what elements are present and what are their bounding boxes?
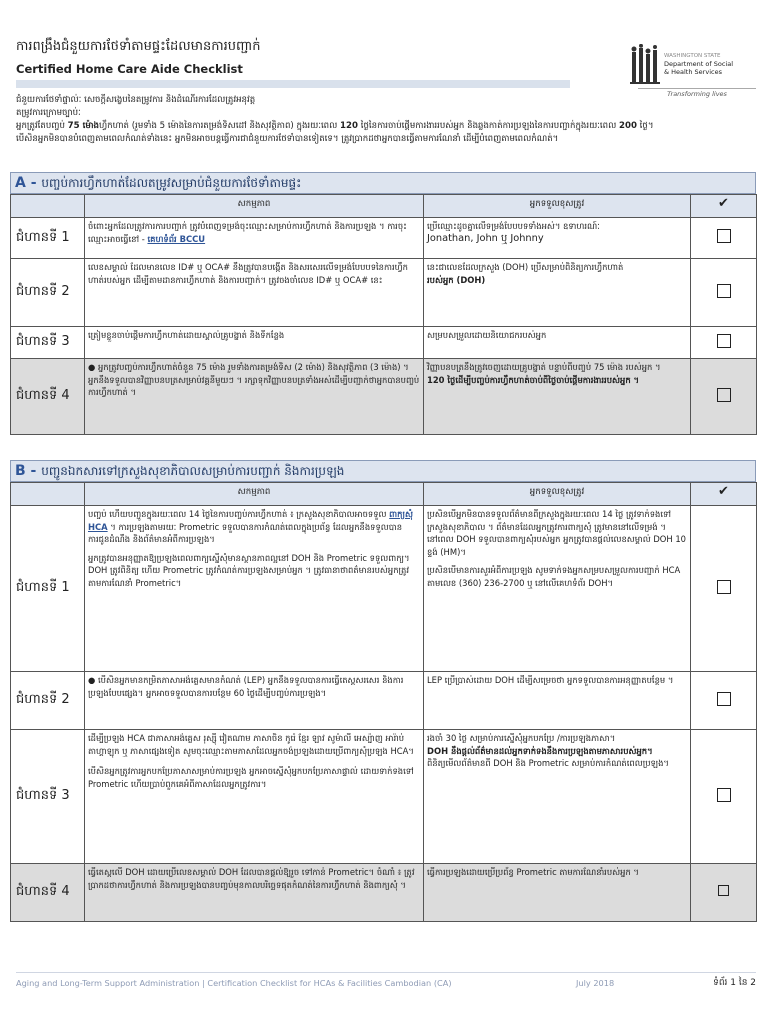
step-checkbox[interactable]	[717, 580, 731, 594]
step-column-header	[11, 483, 85, 506]
table-row	[11, 506, 757, 672]
section-a-letter: A -	[15, 175, 42, 191]
checkbox-cell	[691, 672, 757, 730]
task-cell: ត្រៀមខ្លួនចាប់ផ្ដើមការហ្វឹកហាត់ដោយស្គាល់គ្រូបង្ហាត់ និងទីកន្លែង	[85, 327, 424, 359]
hca-application-link[interactable]: ពាក្យសុំ HCA	[88, 509, 413, 532]
responsible-text-check: ពិនិត្យមើលព័ត៌មានពី DOH និង Prometric សម្រាប់ការកំណត់ពេលប្រឡង។	[427, 758, 669, 768]
footer-date: July 2018	[576, 978, 615, 988]
responsible-text-doh: DOH នឹងផ្ដល់ព័ត៌មានដល់អ្នកទាក់ទងនឹងការប្រឡងតាមភាសារបស់អ្នក។	[427, 745, 653, 756]
footer-text: Aging and Long-Term Support Administration | Certification Checklist for HCAs & Facilities Cambodian (CA)	[16, 978, 452, 988]
step-label: ជំហានទី 3	[11, 327, 85, 359]
intro-line-3a: អ្នកត្រូវតែបញ្ចប់	[16, 121, 68, 131]
task-text-exam: អ្នកត្រូវបានអនុញ្ញាតឱ្យប្រឡងពេលពាក្យស្នើសុំមានស្ថានភាពល្អនៅ DOH និង Prometric ទទួលពាក្យ។ DOH ត្រូវពិនិត្យ ហើយ Prometric ត្រូវកំណត់ការប្រឡងសម្រាប់អ្នក ។ ត្រូវធានាថាពត៌មានរបស់អ្នកត្រូវតាមការណែនាំ Prometric។	[88, 552, 410, 588]
logo-line-state: WASHINGTON STATE	[664, 53, 721, 59]
step-checkbox[interactable]	[717, 388, 731, 402]
task-cell: ● បើសិនអ្នកមានកម្រិតភាសាអង់គ្លេសមានកំណត់ (LEP) អ្នកនឹងទទួលបានការធ្វើតេស្តសរសេរ និងការប្រឡងបែបផ្សេង។ អ្នកអាចទទួលបានការបន្ថែម 60 ថ្ងៃដើម្បីបញ្ចប់ការប្រឡង។	[85, 672, 424, 730]
step-label: ជំហានទី 1	[11, 218, 85, 259]
step-checkbox[interactable]	[717, 229, 731, 243]
logo-line-department: Department of Social	[664, 60, 734, 68]
logo-line-health: & Health Services	[664, 68, 722, 76]
responsible-text: ប្រើឈ្មោះដូចគ្នាលើទម្រង់បែបបទទាំងអស់។ ឧទាហរណ៍ៈ	[427, 221, 600, 231]
responsible-cell	[424, 259, 691, 327]
table-row	[11, 672, 757, 730]
responsible-column-header: អ្នកទទួលខុសត្រូវ	[424, 483, 691, 506]
task-column-header: សកម្មភាព	[85, 483, 424, 506]
task-text-interpreter: បើសិនអ្នកត្រូវការអ្នកបកប្រែភាសាសម្រាប់ការប្រឡង អ្នកអាចស្នើសុំអ្នកបកប្រែភាសាផ្ទាល់ ដោយទាក់ទងទៅ Prometric ហើយប្រាប់ពួកគេអំពីភាសាដែលអ្នកត្រូវការ។	[88, 766, 414, 789]
table-row	[11, 359, 757, 435]
table-row	[11, 327, 757, 359]
intro-line-3c: ថ្ងៃនៃការចាប់ផ្ដើមការងាររបស់អ្នក និងឆ្លងកាត់ការប្រឡងនៃការបញ្ជាក់ក្នុងរយៈពេល	[358, 121, 619, 131]
task-text: ចំពោះអ្នកដែលត្រូវការការបញ្ជាក់ ត្រូវបំពេញទម្រង់ចុះឈ្មោះសម្រាប់ការហ្វឹកហាត់ និងការប្រឡង ។ ការចុះឈ្មោះអាចធ្វើនៅ -	[88, 221, 407, 244]
intro-line-1: ជំនួយការថែទាំផ្ទាល់ៈ សេចក្តីសង្ខេបនៃតម្រូវការ និងដំណើរការដែលត្រូវអនុវត្ត	[16, 95, 256, 105]
task-cell	[85, 730, 424, 864]
step-checkbox[interactable]	[717, 284, 731, 298]
task-cell: លេខសម្គាល់ ដែលមានលេខ ID# ឬ OCA# នឹងត្រូវបានបង្កើត និងសរសេរលើទម្រង់បែបបទនៃការហ្វឹកហាត់របស់អ្នក ដើម្បីតាមដានការហ្វឹកហាត់ និងការបញ្ជាក់។ ត្រូវចងចាំលេខ ID# ឬ OCA# នេះ	[85, 259, 424, 327]
task-cell	[85, 218, 424, 259]
section-b-header-row	[11, 483, 757, 506]
step-label: ជំហានទី 3	[11, 730, 85, 864]
page-number: ទំព័រ 1 នៃ 2	[713, 978, 756, 988]
intro-line-3d: ថ្ងៃ។	[636, 121, 654, 131]
section-b-header	[10, 460, 756, 482]
step-label: ជំហានទី 4	[11, 864, 85, 922]
title-underline-bar	[16, 80, 570, 88]
responsible-column-header: អ្នកទទួលខុសត្រូវ	[424, 195, 691, 218]
footer	[16, 978, 756, 988]
intro-days-2: 200	[619, 121, 637, 131]
responsible-cell	[424, 506, 691, 672]
section-b-letter: B -	[15, 463, 42, 479]
table-row	[11, 864, 757, 922]
intro-hours: 75 ម៉ោង	[67, 121, 99, 131]
step-checkbox[interactable]	[717, 692, 731, 706]
step-label: ជំហានទី 4	[11, 359, 85, 435]
responsible-cell: LEP ប្រើប្រាស់ដោយ DOH ដើម្បីសម្រេចថា អ្នកទទួលបានការអនុញ្ញាតបន្ថែម ។	[424, 672, 691, 730]
responsible-cell: ធ្វើការប្រឡងដោយប្រើប្រព័ន្ធ Prometric តាមការណែនាំរបស់អ្នក ។	[424, 864, 691, 922]
step-column-header	[11, 195, 85, 218]
step-label: ជំហានទី 1	[11, 506, 85, 672]
table-row	[11, 730, 757, 864]
task-cell	[85, 506, 424, 672]
responsible-note: 120 ថ្ងៃដើម្បីបញ្ចប់ការហ្វឹកហាត់ចាប់ពីថ្ងៃចាប់ផ្ដើមការងាររបស់អ្នក ។	[427, 374, 640, 385]
step-checkbox[interactable]	[718, 885, 729, 896]
intro-line-3b: ហ្វឹកហាត់ (រួមទាំង 5 ម៉ោងនៃការតម្រង់ទិសដៅ និងសុវត្ថិភាព) ក្នុងរយៈពេល	[99, 121, 341, 131]
responsible-cell: សម្របសម្រួលដោយនិយោជករបស់អ្នក	[424, 327, 691, 359]
step-checkbox[interactable]	[717, 334, 731, 348]
section-a-header	[10, 172, 756, 194]
section-b-title: បញ្ជូនឯកសារទៅក្រសួងសុខាភិបាលសម្រាប់ការបញ្ជាក់ និងការប្រឡង	[41, 464, 345, 478]
check-column-header: ✔	[691, 483, 757, 506]
section-a-title: បញ្ចប់ការហ្វឹកហាត់ដែលតម្រូវសម្រាប់ជំនួយការថែទាំតាមផ្ទះ	[41, 176, 302, 190]
check-column-header: ✔	[691, 195, 757, 218]
logo-tagline: Transforming lives	[638, 88, 756, 98]
bccu-website-link[interactable]: គេហទំព័រ BCCU	[147, 233, 206, 244]
checkbox-cell	[691, 259, 757, 327]
intro-line-4: បើសិនអ្នកមិនបានបំពេញតាមពេលកំណត់ទាំងនេះ អ្នកមិនអាចបន្តធ្វើការជាជំនួយការថែទាំបានទៀតទេ។ ត្រូវប្រាកដថាអ្នកបានធ្វើតាមការណែនាំ ដើម្បីបំពេញតាមពេលកំណត់។	[16, 134, 559, 144]
intro-paragraph	[16, 94, 756, 146]
step-label: ជំហានទី 2	[11, 259, 85, 327]
step-checkbox[interactable]	[717, 788, 731, 802]
intro-line-3	[16, 120, 756, 133]
table-row	[11, 218, 757, 259]
responsible-text: វិញ្ញាបនបត្រនឹងត្រូវចេញដោយគ្រូបង្ហាត់ បន្ទាប់ពីបញ្ចប់ 75 ម៉ោង របស់អ្នក ។	[427, 362, 661, 372]
task-cell: ● អ្នកត្រូវបញ្ចប់ការហ្វឹកហាត់ចំនួន 75 ម៉ោង រួមទាំងការតម្រង់ទិស (2 ម៉ោង) និងសុវត្ថិភាព (3 ម៉ោង) ។ អ្នកនឹងទទួលបានវិញ្ញាបនបត្រសម្រាប់វគ្គនីមួយៗ ។ រក្សាទុកវិញ្ញាបនបត្រទាំងអស់ដើម្បីបញ្ជាក់ថាអ្នកបានបញ្ចប់ការហ្វឹកហាត់ ។	[85, 359, 424, 435]
responsible-text: រងចាំ 30 ថ្ងៃ សម្រាប់ការស្នើសុំអ្នកបកប្រែ /ការប្រឡងភាសា។	[427, 733, 616, 743]
checkbox-cell	[691, 218, 757, 259]
responsible-text-doh: នៅពេល DOH ទទួលបានពាក្យសុំរបស់អ្នក អ្នកត្រូវបានផ្ដល់លេខសម្គាល់ DOH 10 ខ្ទង់ (HM)។	[427, 534, 687, 557]
checkbox-cell	[691, 506, 757, 672]
document-title-english: Certified Home Care Aide Checklist	[16, 62, 243, 76]
checkbox-cell	[691, 730, 757, 864]
task-column-header: សកម្មភាព	[85, 195, 424, 218]
task-text: ដើម្បីប្រឡង HCA ជាភាសាអង់គ្លេស រុស្ស៊ី វៀតណាម ភាសាចិន កូរ៉េ ខ្មែរ ឡាវ សូម៉ាលី អេស្ប៉ាញ អារ៉ាប់ តាហ្គាឡុក ឬ ភាសាផ្សេងទៀត សូមចុះឈ្មោះតាមភាសាដែលអ្នកចង់ប្រឡងដោយប្រើពាក្យសុំប្រឡង HCA។	[88, 733, 414, 756]
responsible-text: ប្រសិនបើអ្នកមិនបានទទួលព័ត៌មានពីក្រសួងក្នុងរយៈពេល 14 ថ្ងៃ ត្រូវទាក់ទងទៅក្រសួងសុខាភិបាល ។ ព័ត៌មានដែលអ្នកត្រូវការពាក្យសុំ ត្រូវមាននៅលើទម្រង់ ។	[427, 509, 671, 532]
responsible-text: នេះជាលេខដែលក្រសួង (DOH) ប្រើសម្រាប់ពិនិត្យការហ្វឹកហាត់	[427, 262, 624, 272]
section-b-table	[10, 482, 757, 922]
section-a-table	[10, 194, 757, 435]
responsible-cell	[424, 359, 691, 435]
responsible-text-contact: ប្រសិនបើមានការសួរអំពីការប្រឡង សូមទាក់ទងអ្នកសម្របសម្រួលការបញ្ជាក់ HCA តាមលេខ (360) 236-2700 ឬ នៅលើគេហទំព័រ DOH។	[427, 565, 681, 588]
checkbox-cell	[691, 359, 757, 435]
responsible-note: របស់អ្នក (DOH)	[427, 274, 486, 285]
document-title-khmer: ការពង្រឹងជំនួយការថែទាំតាមផ្ទះដែលមានការបញ្ជាក់	[16, 39, 261, 54]
task-text-continued: ។ ការប្រឡងតាមរយៈ Prometric ទទួលបានការកំណត់ពេលក្នុងប្រព័ន្ធ ដែលអ្នកនឹងទទួលបានការជូនដំណឹង និងព័ត៌មានអំពីការប្រឡង។	[88, 521, 403, 544]
intro-days: 120	[340, 121, 358, 131]
task-cell: ធ្វើតេស្តលើ DOH ដោយប្រើលេខសម្គាល់ DOH ដែលបានផ្ដល់ឱ្យរួច ទៅកាន់ Prometric។ ចំណាំ ៖ ត្រូវប្រាកដថាការហ្វឹកហាត់ និងការប្រឡងបានបញ្ចប់មុនកាលបរិច្ឆេទផុតកំណត់នៃការហ្វឹកហាត់ និងពាក្យសុំ ។	[85, 864, 424, 922]
table-row	[11, 259, 757, 327]
section-a-header-row	[11, 195, 757, 218]
checkbox-cell	[691, 327, 757, 359]
task-text: បញ្ចប់ ហើយបញ្ជូនក្នុងរយៈពេល 14 ថ្ងៃនៃការបញ្ចប់ការហ្វឹកហាត់ ៖ ក្រសួងសុខាភិបាលអាចទទួល	[88, 509, 390, 519]
checkbox-cell	[691, 864, 757, 922]
responsible-cell	[424, 730, 691, 864]
dshs-logo-text	[664, 52, 733, 76]
intro-line-2: តម្រូវការក្រោមច្បាប់ៈ	[16, 108, 81, 118]
responsible-example: Jonathan, John ឬ Johnny	[427, 232, 544, 244]
step-label: ជំហានទី 2	[11, 672, 85, 730]
responsible-cell	[424, 218, 691, 259]
footer-divider	[16, 972, 756, 973]
